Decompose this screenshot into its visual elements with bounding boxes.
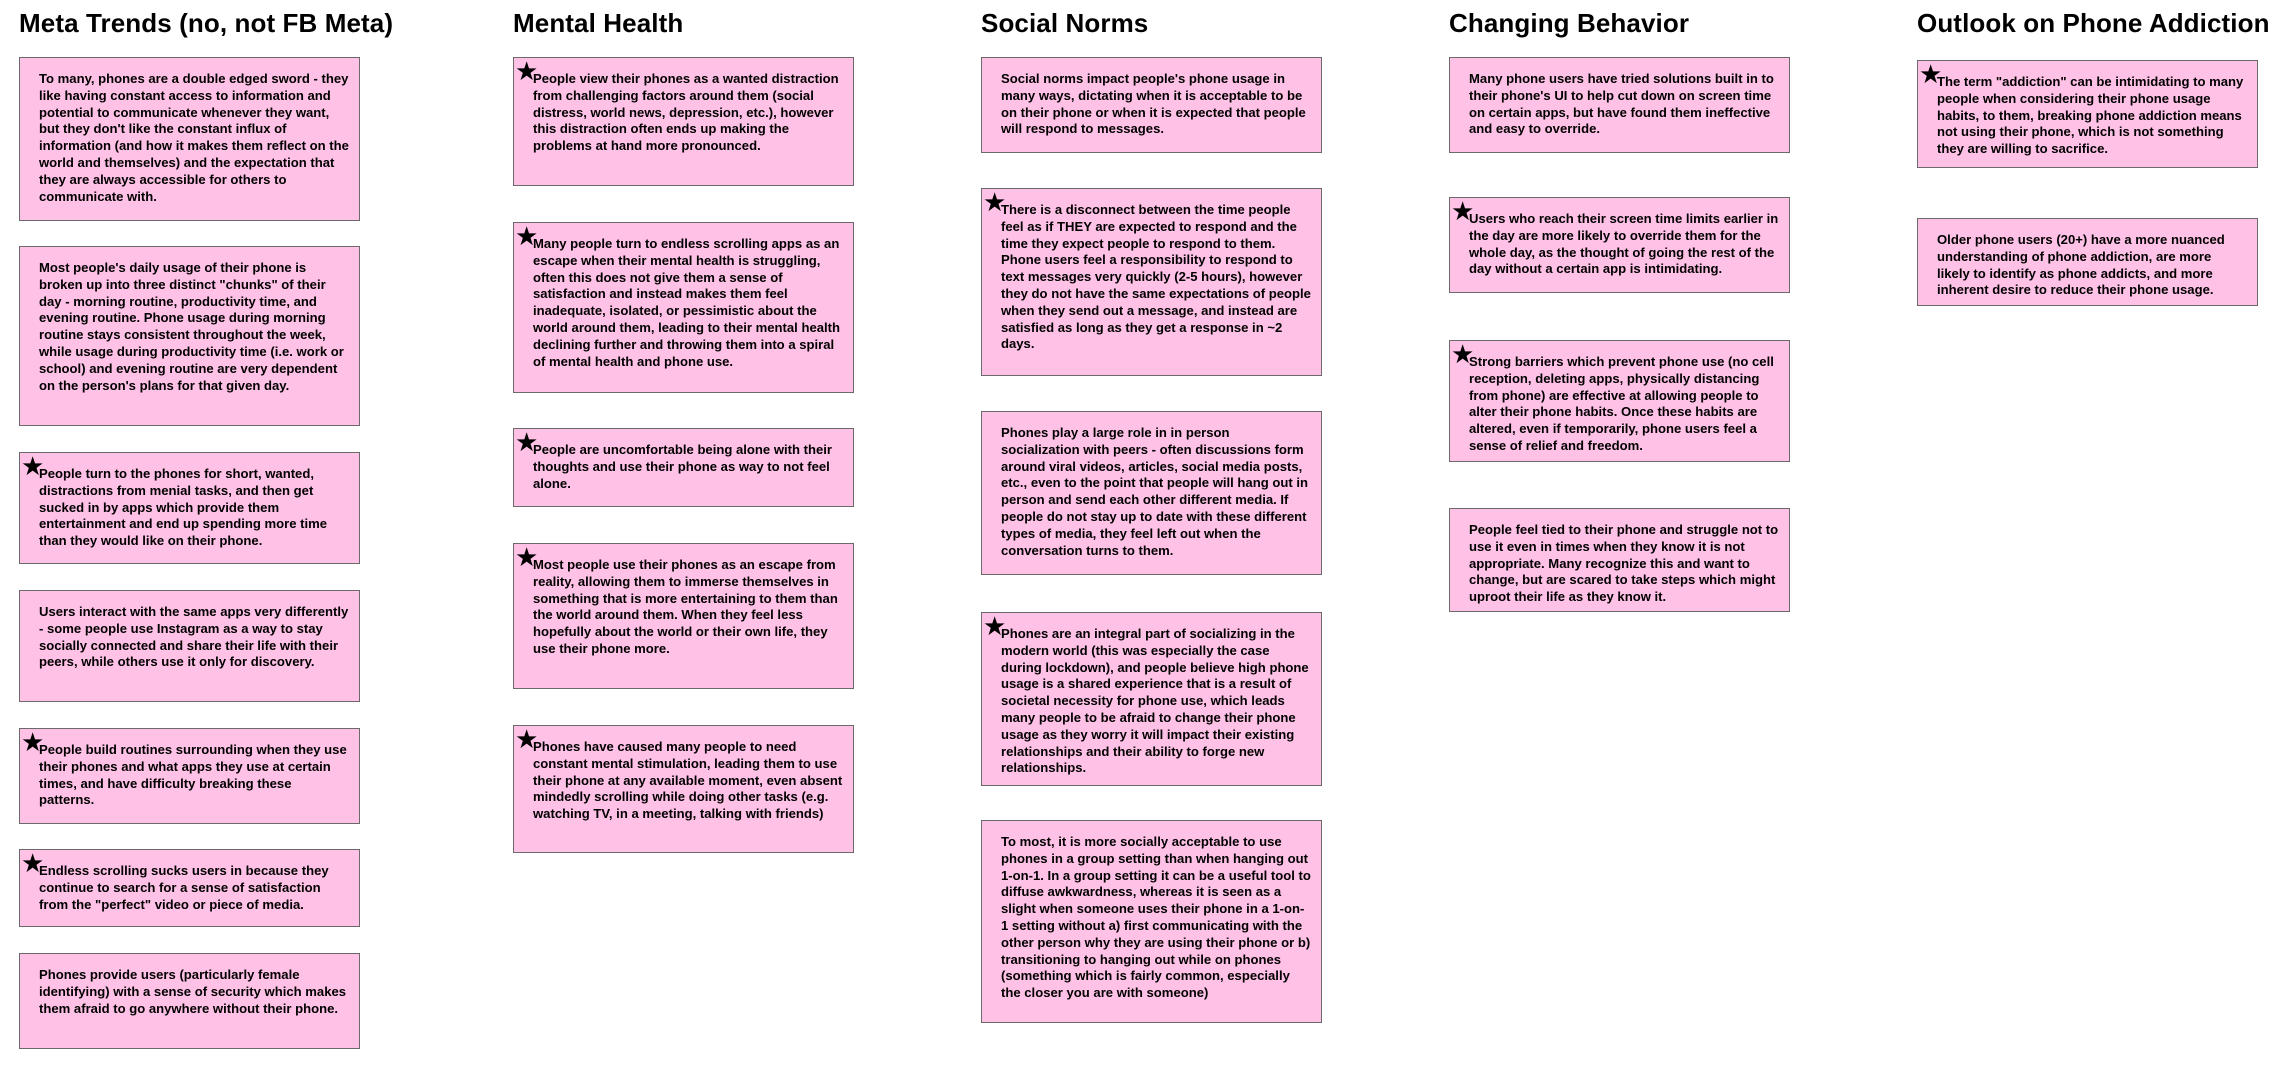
star-icon: ★ [515,542,539,572]
sticky-note[interactable] [19,953,360,1049]
star-icon: ★ [1919,59,1943,89]
sticky-note[interactable] [981,411,1322,575]
note-text: Most people use their phones as an escape from reality, allowing them to immerse themselves in something that is more entertaining to them than the world around them. When they feel less hopefully about the world or their own life, they use their phone more. [533,557,838,656]
star-icon: ★ [515,724,539,754]
column-title: Meta Trends (no, not FB Meta) [19,8,394,38]
note-text: Phones have caused many people to need constant mental stimulation, leading them to use their phone at any available moment, even absent mindedly scrolling while doing other tasks (e.g. watching TV, in a meeting, talking with friends) [533,739,843,822]
note-text: Endless scrolling sucks users in because they continue to search for a sense of satisfaction from the "perfect" video or piece of media. [39,863,329,912]
sticky-note[interactable] [1449,197,1790,293]
note-text: The term "addiction" can be intimidating to many people when considering their phone usage habits, to them, breaking phone addiction means not using their phone, which is not something they are willing to sacrifice. [1937,74,2244,157]
star-icon: ★ [21,451,45,481]
sticky-note[interactable] [19,57,360,221]
star-icon: ★ [21,848,45,878]
note-text: Strong barriers which prevent phone use (no cell reception, deleting apps, physically distancing from phone) are effective at allowing people to alter their phone habits. Once these habits are altered, even if temporarily, phone users feel a sense of relief and freedom. [1469,354,1774,453]
note-text: Phones provide users (particularly female identifying) with a sense of security which makes them afraid to go anywhere without their phone. [39,967,347,1016]
sticky-note[interactable] [981,188,1322,376]
sticky-note[interactable] [1917,60,2258,168]
sticky-note[interactable] [1449,340,1790,462]
column-title: Outlook on Phone Addiction [1917,8,2270,38]
note-text: People view their phones as a wanted distraction from challenging factors around them (social distress, world news, depression, etc.), however this distraction often ends up making the problems at hand more pronounced. [533,71,839,154]
note-text: There is a disconnect between the time people feel as if THEY are expected to respond and the time they expect people to respond to them. Phone users feel a responsibility to respond to text messages very quickly (2-5 hours), however they do not have the same expectations of people when they send out a message, and instead are satisfied as long as they get a response in ~2 days. [1001,202,1311,352]
star-icon: ★ [983,611,1007,641]
sticky-note[interactable] [513,725,854,853]
star-icon: ★ [983,187,1007,217]
sticky-note[interactable] [1449,508,1790,612]
sticky-note[interactable] [1917,218,2258,306]
star-icon: ★ [515,427,539,457]
note-text: Users who reach their screen time limits earlier in the day are more likely to override them for the whole day, as the thought of going the rest of the day without a certain app is intimidating. [1469,211,1779,277]
sticky-note[interactable] [981,612,1322,786]
sticky-note[interactable] [19,452,360,564]
star-icon: ★ [515,56,539,86]
note-text: Phones play a large role in in person socialization with peers - often discussions form around viral videos, articles, social media posts, etc., even to the point that people will hang out in person and send each other different media. If people do not stay up to date with these different types of media, they feel left out when the conversation turns to them. [1001,425,1308,558]
sticky-note[interactable] [19,246,360,426]
sticky-note[interactable] [513,57,854,186]
sticky-note[interactable] [19,849,360,927]
note-text: To many, phones are a double edged sword - they like having constant access to information and potential to communicate whenever they want, but they don't like the constant influx of information (and how it makes them reflect on the world and themselves) and the expectation that they are always accessible for others to communicate with. [39,71,349,204]
star-icon: ★ [1451,339,1475,369]
note-text: People turn to the phones for short, wanted, distractions from menial tasks, and then get sucked in by apps which provide them entertainment and end up spending more time than they would like on their phone. [39,466,328,549]
note-text: To most, it is more socially acceptable to use phones in a group setting than when hanging out 1-on-1. In a group setting it can be a useful tool to diffuse awkwardness, whereas it is seen as a slight when someone uses their phone in a 1-on-1 setting without a) first communicating with the other person why they are using their phone or b) transitioning to hanging out while on phones (something which is fairly common, especially the closer you are with someone) [1001,834,1311,1001]
note-text: Users interact with the same apps very differently - some people use Instagram as a way to stay socially connected and share their life with their peers, while others use it only for discovery. [39,604,349,670]
star-icon: ★ [21,727,45,757]
note-text: Older phone users (20+) have a more nuanced understanding of phone addiction, are more likely to identify as phone addicts, and more inherent desire to reduce their phone usage. [1937,232,2225,298]
note-text: People build routines surrounding when they use their phones and what apps they use at certain times, and have difficulty breaking these patterns. [39,742,347,808]
note-text: People are uncomfortable being alone with their thoughts and use their phone as way to not feel alone. [533,442,833,491]
column-title: Mental Health [513,8,684,38]
sticky-note[interactable] [1449,57,1790,153]
column-title: Changing Behavior [1449,8,1690,38]
sticky-note[interactable] [981,57,1322,153]
star-icon: ★ [515,221,539,251]
sticky-note[interactable] [513,222,854,393]
sticky-note[interactable] [513,543,854,689]
note-text: Social norms impact people's phone usage in many ways, dictating when it is acceptable to be on their phone or when it is expected that people will respond to messages. [1001,71,1306,137]
column-title: Social Norms [981,8,1149,38]
note-text: Many phone users have tried solutions built in to their phone's UI to help cut down on screen time on certain apps, but have found them ineffective and easy to override. [1469,71,1774,137]
star-icon: ★ [1451,196,1475,226]
note-text: Phones are an integral part of socializing in the modern world (this was especially the case during lockdown), and people believe high phone usage is a shared experience that is a result of societal necessity for phone use, which leads many people to be afraid to change their phone usage as they worry it will impact their existing relationships and their ability to forge new relationships. [1001,626,1309,776]
note-text: Most people's daily usage of their phone is broken up into three distinct "chunks" of their day - morning routine, productivity time, and evening routine. Phone usage during morning routine stays consistent throughout the week, while usage during productivity time (i.e. work or school) and evening routine are very dependent on the person's plans for that given day. [39,260,344,393]
note-text: Many people turn to endless scrolling apps as an escape when their mental health is struggling, often this does not give them a sense of satisfaction and instead makes them feel inadequate, isolated, or pessimistic about the world around them, leading to their mental health declining further and throwing them into a spiral of mental health and phone use. [533,236,840,369]
sticky-note[interactable] [513,428,854,507]
sticky-note[interactable] [981,820,1322,1023]
sticky-note[interactable] [19,728,360,824]
note-text: People feel tied to their phone and struggle not to use it even in times when they know it is not appropriate. Many recognize this and want to change, but are scared to take steps which might uproot their life as they know it. [1469,522,1779,605]
sticky-note[interactable] [19,590,360,702]
